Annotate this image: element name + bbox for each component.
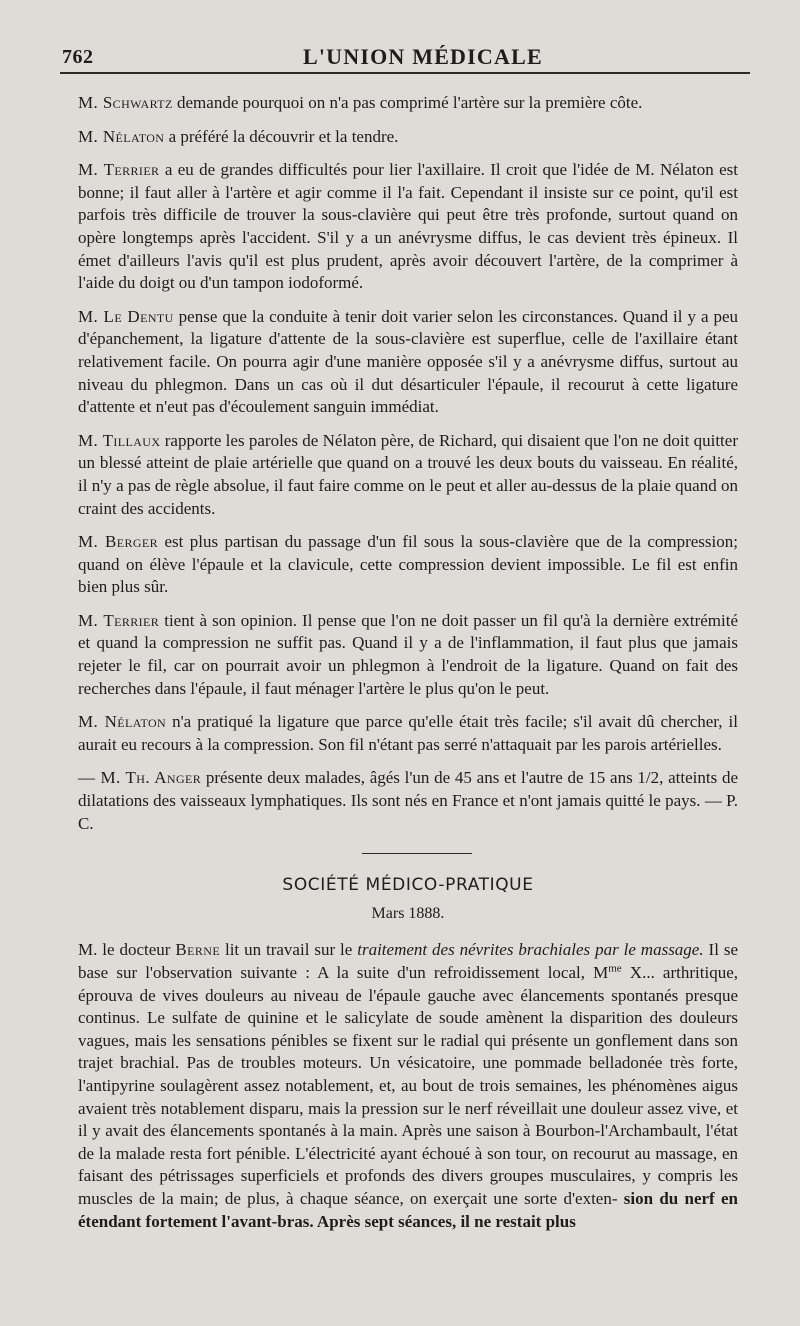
running-title: L'UNION MÉDICALE <box>303 44 543 69</box>
bold-line: sion du nerf en étendant fortement l'avant-bras. Après sept séances, il ne restait plus <box>78 1188 738 1231</box>
speaker-name: M. Nélaton <box>78 712 167 732</box>
paragraph-text: M. le docteur <box>78 940 176 960</box>
paragraph-text: présente deux malades, âgés l'un de 45 ans et l'autre de 15 ans 1/2, atteints de dilatations des vaisseaux lymphatiques. Ils sont nés en France et n'ont jamais quitté le pays. — P. C. <box>78 768 738 833</box>
section-date: Mars 1888. <box>371 904 445 922</box>
speaker-name: M. Tillaux <box>78 430 161 450</box>
paragraph-text: pense que la conduite à tenir doit varier selon les circonstances. Quand il y a peu d'épanchement, la ligature d'attente de la sous-clavière est superflue, celle de l'axillaire étant relativement facile. On pourra agir d'une manière opposée s'il y a anévrysme diffus, surtout au niveau du phlegmon. Dans un cas où il dut désarticuler l'épaule, il recourut à cette ligature d'attente et n'eut pas d'écoulement sanguin immédiat. <box>78 306 738 417</box>
speaker-name: M. Nélaton <box>78 126 165 146</box>
body-text <box>78 92 738 1233</box>
paragraph-text: demande pourquoi on n'a pas comprimé l'artère sur la première côte. <box>172 93 643 112</box>
speaker-name: M. Le Dentu <box>78 306 174 326</box>
speaker-name: M. Terrier <box>78 610 160 630</box>
page-header <box>62 40 760 74</box>
paragraph-text: n'a pratiqué la ligature que parce qu'elle était très facile; s'il avait dû chercher, il aurait eu recours à la compression. Son fil n'étant pas serré n'attaquait par les parois artérielles. <box>78 712 738 754</box>
section-title: SOCIÉTÉ MÉDICO-PRATIQUE <box>282 875 534 896</box>
paragraph <box>78 939 738 1233</box>
section-divider <box>362 853 472 854</box>
paragraph <box>78 430 738 520</box>
superscript: me <box>608 962 622 975</box>
paragraph <box>78 531 738 599</box>
paragraph-text: est plus partisan du passage d'un fil sous la sous-clavière que de la compression; quand on élève l'épaule et la clavicule, cette compression devient impossible. Le fil est enfin bien plus sûr. <box>78 532 738 597</box>
page-number: 762 <box>62 46 94 68</box>
paragraph <box>78 610 738 700</box>
speaker-name: — M. Th. Anger <box>78 768 202 788</box>
paragraph-text: lit un travail sur le <box>220 940 358 960</box>
paragraph <box>78 306 738 419</box>
speaker-name: M. Schwartz <box>78 93 173 112</box>
paper-title-italic: traitement des névrites brachiales par le massage. <box>357 940 704 960</box>
paragraph-text: X... arthritique, éprouva de vives douleurs au niveau de l'épaule gauche avec élancements spontanés presque continus. Le sulfate de quinine et le salicylate de soude amènent la disparition des douleurs vagues, mais les sensations pénibles se fixent sur le radial qui présente un gonflement dans son trajet brachial. Pas de troubles moteurs. Un vésicatoire, une pommade belladonée très forte, l'antipyrine soulagèrent assez notablement, et, au bout de trois semaines, les phénomènes aigus avaient très notablement disparu, mais la pression sur le nerf réveillait une douleur assez vive, et il y avait des élancements spontanés à la main. Après une saison à Bourbon-l'Archambault, l'état de la malade resta fort pénible. L'électricité ayant échoué à son tour, on recourut au massage, en faisant des pétrissages superficiels et profonds des divers groupes musculaires, y compris les muscles de la main; de plus, à chaque séance, on exerçait une sorte d'exten- <box>78 963 738 1208</box>
paragraph-text: a eu de grandes difficultés pour lier l'axillaire. Il croit que l'idée de M. Nélaton est bonne; il faut aller à l'artère et agir comme il l'a fait. Cependant il insiste sur ce point, qu'il est parfois très difficile de trouver la sous-clavière qui peut être très profonde, surtout quand on opère longtemps après l'accident. S'il y a un anévrysme diffus, le cas devient très épineux. Il émet d'ailleurs l'avis qu'il est plus prudent, après avoir découvert l'artère, de la comprimer à l'aide du doigt ou d'un tampon iodoformé. <box>78 160 738 293</box>
paragraph-text: rapporte les paroles de Nélaton père, de Richard, qui disaient que l'on ne doit quitter un blessé atteint de plaie artérielle que quand on a trouvé les deux bouts du vaisseau. En réalité, il n'y a pas de règle absolue, il faut faire comme on le peut et aller au-dessus de la plaie quand on craint des accidents. <box>78 430 738 518</box>
paragraph <box>78 159 738 295</box>
speaker-name: M. Berger <box>78 532 159 552</box>
paragraph <box>78 711 738 756</box>
paragraph <box>78 126 738 149</box>
paragraph-text: Il se base sur l'observation suivante : A la suite d'un refroidissement local, M <box>78 940 739 982</box>
paragraph <box>78 92 738 115</box>
header-rule <box>60 72 750 74</box>
paragraph-text: tient à son opinion. Il pense que l'on ne doit passer un fil qu'à la dernière extrémité et quand la compression ne suffit pas. Quand il y a de l'inflammation, il faut plus que jamais rejeter le fil, car on pourrait avoir un phlegmon à l'endroit de la ligature. Quand on fait des recherches dans l'épaule, il faut ménager l'artère le plus qu'on le peut. <box>78 610 738 698</box>
paragraph <box>78 767 738 835</box>
speaker-name: Berne <box>175 940 221 960</box>
paragraph-text: a préféré la découvrir et la tendre. <box>164 126 399 146</box>
speaker-name: M. Terrier <box>78 160 160 180</box>
